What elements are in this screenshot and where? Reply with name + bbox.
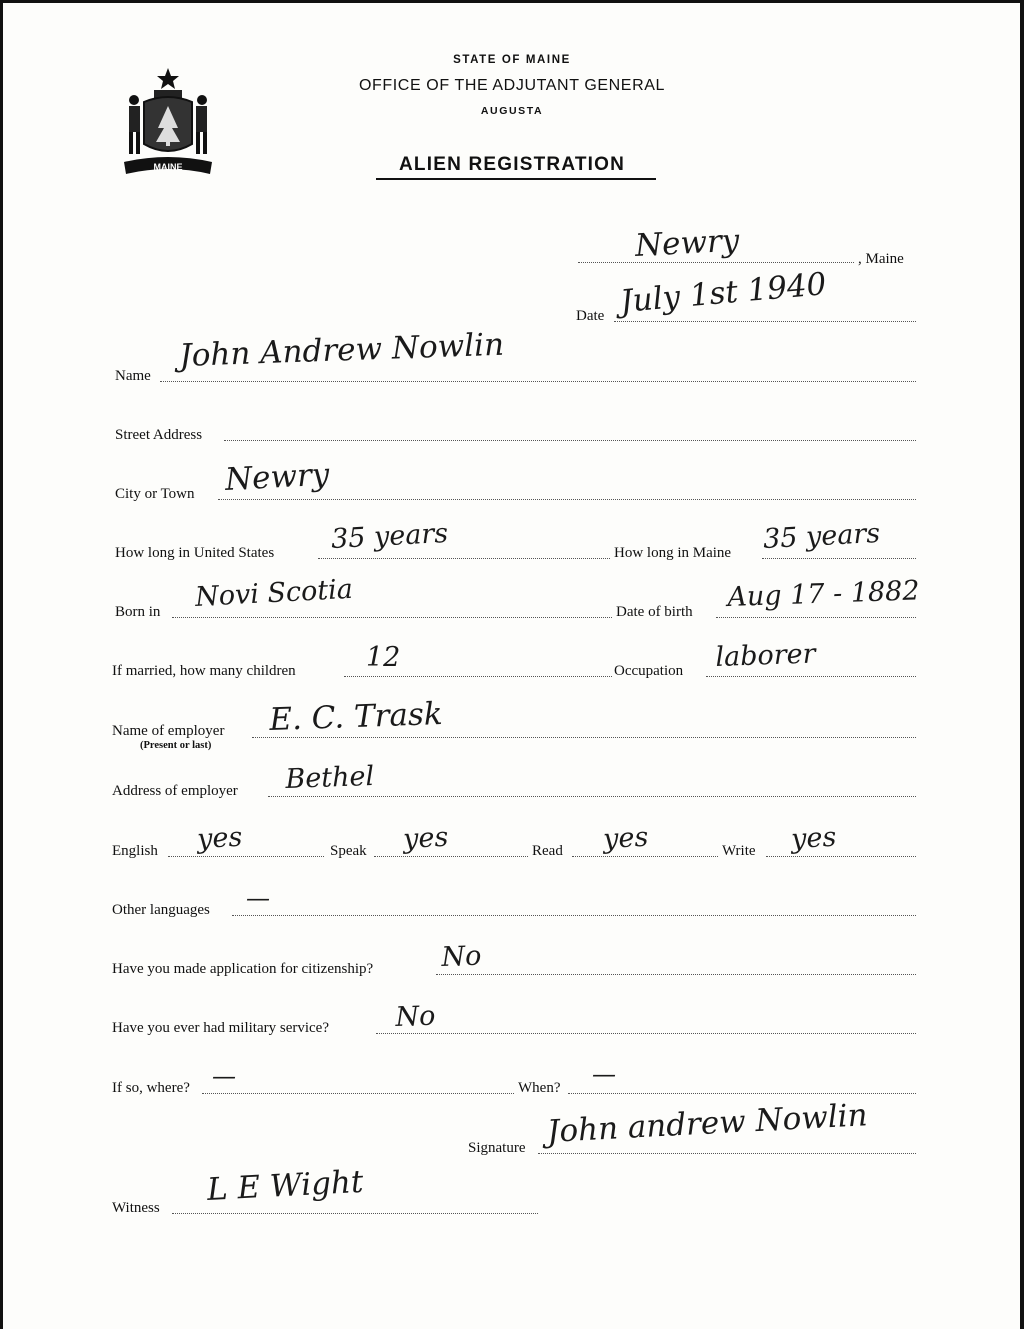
street-address-line <box>224 440 916 441</box>
signature-value: John andrew Nowlin <box>546 1097 869 1150</box>
signature-line <box>538 1153 916 1154</box>
write-line <box>766 856 916 857</box>
military-line <box>376 1033 916 1034</box>
date-value: July 1st 1940 <box>618 266 828 320</box>
employer-address-value: Bethel <box>284 760 375 795</box>
if-so-where-line <box>202 1093 514 1094</box>
employer-label: Name of employer <box>112 723 225 739</box>
form-title: ALIEN REGISTRATION <box>398 154 626 175</box>
born-in-line <box>172 617 612 618</box>
how-long-us-label: How long in United States <box>115 545 275 561</box>
title-underline <box>376 178 656 180</box>
when-line <box>568 1093 916 1094</box>
svg-text:MAINE: MAINE <box>153 162 183 172</box>
header-office: OFFICE OF THE ADJUTANT GENERAL <box>358 77 666 94</box>
if-so-where-value: — <box>212 1062 236 1090</box>
citizenship-value: No <box>440 940 482 973</box>
if-so-where-label: If so, where? <box>112 1080 190 1096</box>
speak-value: yes <box>402 821 450 855</box>
speak-line <box>374 856 528 857</box>
town-line <box>578 262 854 263</box>
how-long-maine-label: How long in Maine <box>614 545 732 561</box>
when-label: When? <box>518 1080 561 1096</box>
name-value: John Andrew Nowlin <box>178 326 505 374</box>
date-of-birth-line <box>716 617 916 618</box>
read-value: yes <box>602 821 650 855</box>
read-line <box>572 856 718 857</box>
children-label: If married, how many children <box>112 663 296 679</box>
english-label: English <box>112 843 158 859</box>
occupation-value: laborer <box>714 638 817 673</box>
witness-label: Witness <box>112 1200 160 1216</box>
how-long-us-line <box>318 558 610 559</box>
street-address-label: Street Address <box>115 427 203 443</box>
write-value: yes <box>790 821 838 855</box>
city-value: Newry <box>224 456 331 498</box>
city-label: City or Town <box>115 486 195 502</box>
town-value: Newry <box>634 222 741 264</box>
how-long-us-value: 35 years <box>330 517 449 555</box>
occupation-label: Occupation <box>614 663 684 679</box>
how-long-maine-line <box>762 558 916 559</box>
date-of-birth-label: Date of birth <box>616 604 693 620</box>
read-label: Read <box>532 843 563 859</box>
scan-border-top <box>0 0 1024 3</box>
maine-label: , Maine <box>858 251 904 267</box>
how-long-maine-value: 35 years <box>762 517 881 555</box>
children-line <box>344 676 612 677</box>
other-languages-line <box>232 915 916 916</box>
employer-address-label: Address of employer <box>112 783 238 799</box>
when-value: — <box>592 1060 616 1088</box>
scan-border-left <box>0 0 3 1329</box>
military-value: No <box>394 1000 436 1033</box>
name-label: Name <box>115 368 151 384</box>
date-label: Date <box>576 308 605 324</box>
city-line <box>218 499 916 500</box>
name-line <box>160 381 916 382</box>
header-city: AUGUSTA <box>480 105 544 117</box>
occupation-line <box>706 676 916 677</box>
other-languages-value: — <box>246 884 270 912</box>
date-of-birth-value: Aug 17 - 1882 <box>726 575 921 613</box>
english-line <box>168 856 324 857</box>
witness-value: L E Wight <box>206 1163 365 1208</box>
employer-value: E. C. Trask <box>268 695 444 738</box>
military-label: Have you ever had military service? <box>112 1020 329 1036</box>
citizenship-line <box>436 974 916 975</box>
other-languages-label: Other languages <box>112 902 210 918</box>
witness-line <box>172 1213 538 1214</box>
employer-sublabel: (Present or last) <box>140 740 212 751</box>
english-value: yes <box>196 821 244 855</box>
header-state: STATE OF MAINE <box>453 54 571 66</box>
signature-label: Signature <box>468 1140 526 1156</box>
employer-address-line <box>268 796 916 797</box>
born-in-value: Novi Scotia <box>194 573 354 613</box>
employer-line <box>252 737 916 738</box>
date-line <box>614 321 916 322</box>
write-label: Write <box>722 843 756 859</box>
children-value: 12 <box>366 642 401 673</box>
citizenship-label: Have you made application for citizenship? <box>112 961 374 977</box>
born-in-label: Born in <box>115 604 161 620</box>
scan-border-right <box>1020 0 1024 1329</box>
speak-label: Speak <box>330 843 367 859</box>
